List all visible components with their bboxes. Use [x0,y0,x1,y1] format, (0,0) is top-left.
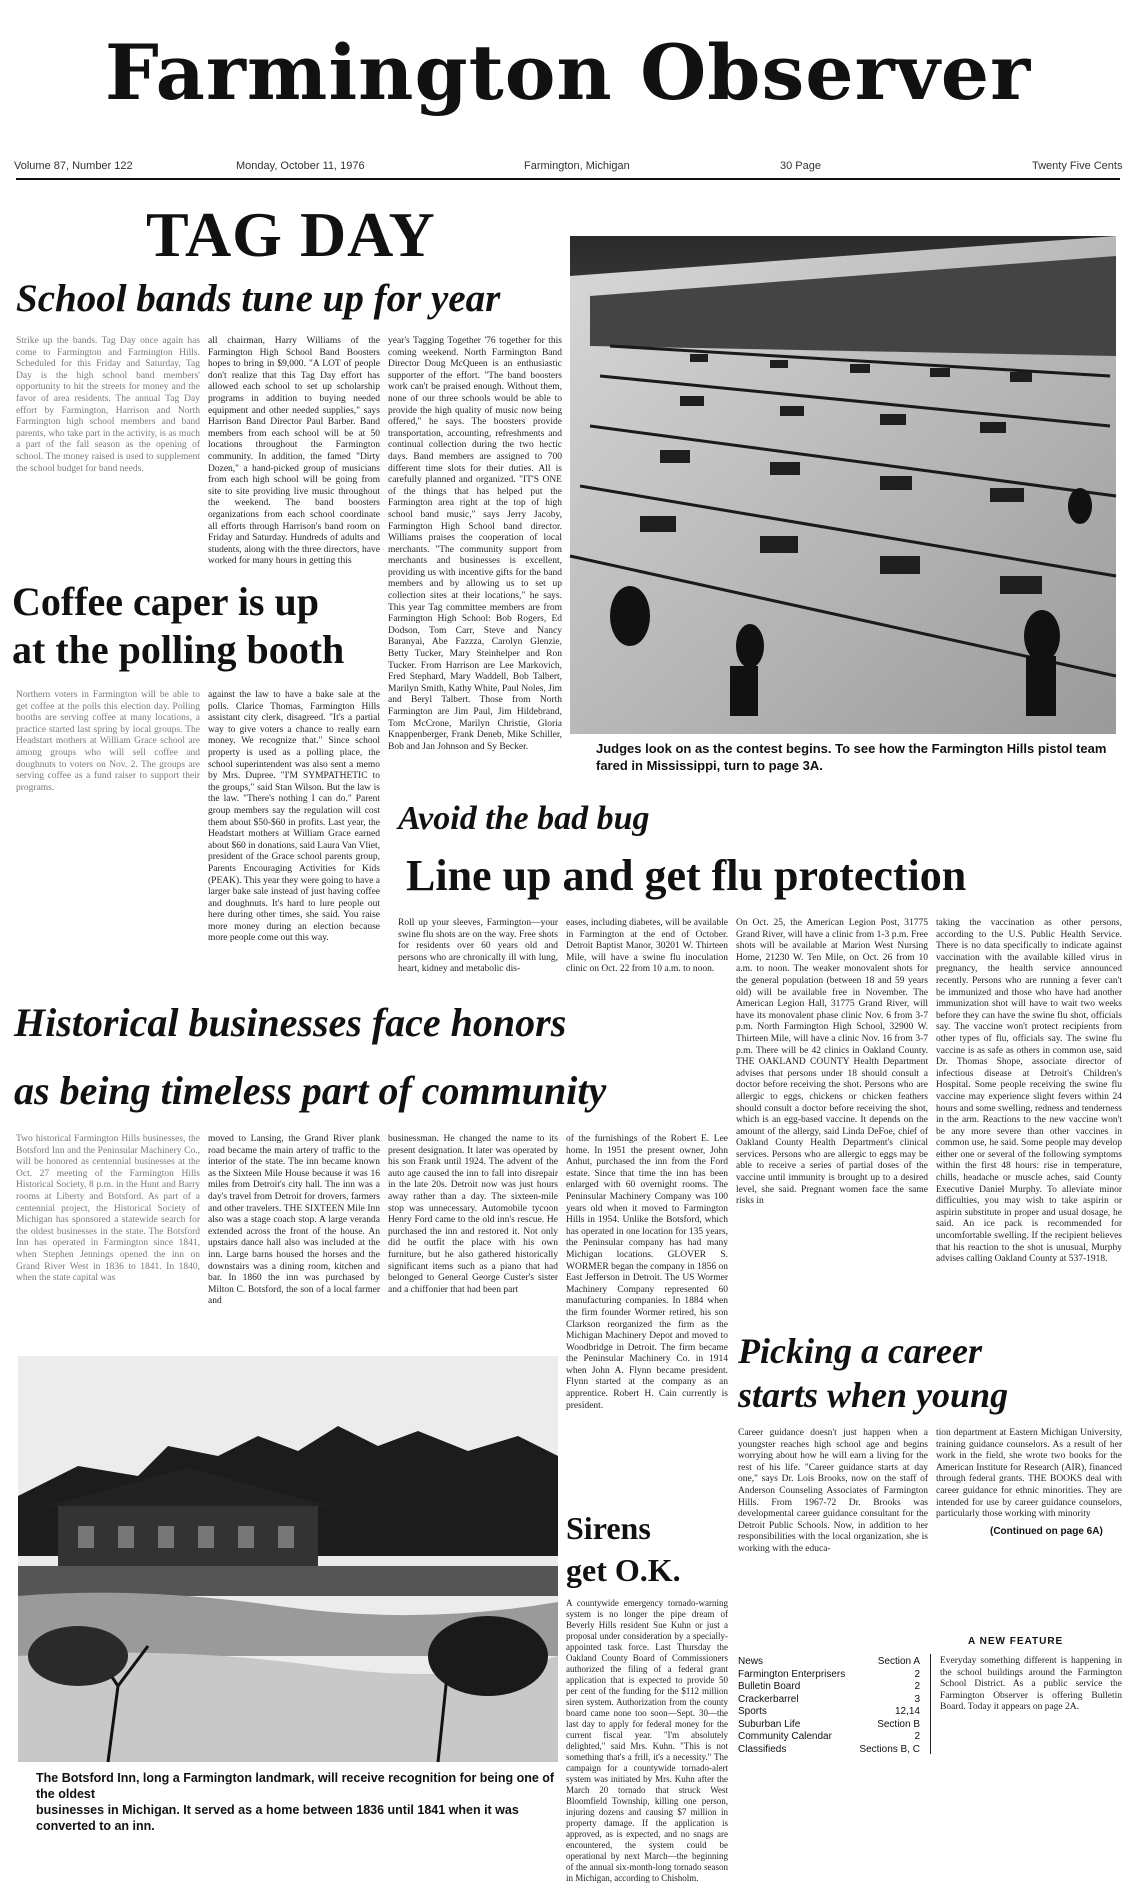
masthead-title: Farmington Observer [104,28,1032,117]
index-label: Bulletin Board [738,1681,801,1692]
career-headline-line1: Picking a career [738,1331,982,1371]
index-label: Crackerbarrel [738,1693,799,1705]
index-label: Sports [738,1706,767,1717]
flu-column-2: eases, including diabetes, will be available in Farmington at the end of October. Detroit Baptist Manor, 30201 W. Thirteen Mile, will have a swine flu inoculation clinic on Oct. 22 from 10 a.m. to noon. [566,918,728,975]
career-headline-line2: starts when young [738,1375,1009,1415]
coffee-headline-line2: at the polling booth [12,627,345,672]
tagday-column-2: all chairman, Harry Williams of the Farmington High School Band Boosters hopes to bring in $9,000. "A LOT of people don't realize that this Tag Day effort has allowed each school to set up scholarship programs in addition to buying needed equipment and other needed supplies," says Harrison Band Director Paul Barber. Band members from each school will be at 50 locations throughout the Farmington community. In addition, the famed "Dirty Dozen," a hand-picked group of musicians from each high school will be going from site to site providing live music throughout the weekend. The band boosters organizations from each school coordinate all efforts through Harrison's band room on Friday and Saturday. Hundreds of adults and students, along with the three directors, have worked for many hours in getting this [208,336,380,567]
issue-date: Monday, October 11, 1976 [236,160,365,172]
index-row [738,1681,924,1694]
pistol-contest-caption: Judges look on as the contest begins. To see how the Farmington Hills pistol team fared in Mississippi, turn to page 3A. [596,741,1107,773]
pistol-contest-photo [570,236,1116,734]
index-label: Suburban Life [738,1718,801,1730]
tagday-column-3: year's Tagging Together '76 together for this coming weekend. North Farmington Band Director Doug McQueen is an enthusiastic supporter of the effort. "The band boosters work can't be praised enough. Without them, none of our three schools would be able to provide the high quality of music now being offered," he says. The boosters provide transportation, accounting, refreshments and continual collection during the two hectic days. Band members are assigned to 700 different time slots for their duties. All is carefully planned and organized. "IT'S ONE of the things that has helped put the Farmington area right at the top of high school band music," says Jerry Jacoby, Farmington High School band director. Williams praises the cooperation of local merchants. "The community support from merchants and businesses is excellent, providing us with incentive gifts for the band members and by allowing us to set up collection sites at their locations," he says. This year Tag committee members are from Farmington High School: Bob Rogers, Ed Dodson, Tom Carr, Steve and Nancy Baranyai, Abe Fazzza, Carolyn Glenzie, Betty Tucker, Mary Steinhelper and Ron Tucker. From Harrison are Lee Markovich, Fred Stephard, Mary Waddell, Bob Talbert, Marilyn Smith, Kathy White, Paul Noles, Jim and Beryl Talbert. Those from North Farmington are Jim Paul, Jim Hildebrand, Tom McCrone, Marilyn Christie, Gloria Knappenberger, Frank Deneb, Mike Schiller, Bob and Jan Johnson and Sy Becker. [388,336,562,752]
feature-title: A NEW FEATURE [968,1636,1064,1647]
tagday-column-1: Strike up the bands. Tag Day once again has come to Farmington and Farmington Hills. Scheduled for this Friday and Saturday, Tag Day is the high school band members' opportunity to hit the streets for money and the favor of area residents. The annual Tag Day effort by Farmington, Harrison and North Farmington high school members and band parents, who take part in the activity, is as much a part of the fall season as the opening of school. The money raised is used to supplement the school budget for band needs. [16,336,200,474]
botsford-caption-line2: businesses in Michigan. It served as a home between 1836 until 1841 when it was converted to an inn. [36,1803,519,1833]
index-section: Section A [877,1656,920,1667]
index-label: News [738,1656,764,1667]
coffee-column-1: Northern voters in Farmington will be able to get coffee at the polls this election day. Polling booths are serving coffee at many locations, a practice started last spring by local groups. The Headstart mothers at William Grace school are among groups who will sell coffee and doughnuts to voters on Nov. 2. The groups are serving coffee as a fund raiser to support their programs. [16,690,200,793]
flu-kicker: Avoid the bad bug [398,800,650,837]
historical-headline-line2: as being timeless part of community [14,1068,607,1113]
index-row [738,1719,924,1732]
page-count: 30 Page [780,160,821,172]
career-continued: (Continued on page 6A) [990,1526,1103,1537]
index-row [738,1656,924,1669]
index-row [738,1669,924,1682]
botsford-inn-caption [36,1770,566,1834]
botsford-caption-line1: The Botsford Inn, long a Farmington landmark, will receive recognition for being one of the oldest [36,1771,555,1801]
tagday-subhead: School bands tune up for year [16,277,501,320]
index-section: 2 [914,1681,920,1692]
index-row [738,1706,924,1719]
coffee-headline-line1: Coffee caper is up [12,579,319,624]
flu-column-4: taking the vaccination as other persons, according to the U.S. Public Health Service. There is no data specifically to indicate against vaccination with the available killed virus in pregnancy, the health service announced recently. Persons who are running a fever can't be immunized and those who have had another immunization shot will have to wait two weeks before they can have the swine flu shot, officials say. The vaccine won't protect recipients from other types of flu, officials say. The swine flu vaccine is as safe as others in common use, said Dr. Thomas Shope, associate director of infectious disease at Detroit's Children's Hospital. Some people receiving the swine flu vaccine may experience slight fevers within 24 hours and some swelling, redness and tenderness in the arm. Reactions to the new vaccine won't be any more severe than other vaccines in common use, he said. Some people may develop either one or several of the following symptoms within the first 48 hours: rise in temperature, chills, headache or muscle aches, said County Executive Daniel Murphy. To alleviate minor difficulties, you may wish to take aspirin or aspirin substitute in proper and usual dosage, he said. An ice pack is recommended for uncomfortable swelling. If the recipient believes that his reaction to the shot is unusual, Murphy advises calling Oakland County at 537-1918. [936,918,1123,1265]
index-row [738,1744,924,1757]
botsford-inn-photo [18,1356,558,1762]
historical-headline-line1: Historical businesses face honors [14,1000,567,1045]
index-label: Classifieds [738,1743,787,1755]
volume-number: Volume 87, Number 122 [14,160,133,172]
index-table [738,1656,924,1756]
index-section: 12,14 [894,1706,920,1717]
historical-column-2: moved to Lansing, the Grand River plank road became the main artery of traffic to the interior of the state. The inn became known as the Sixteen Mile House because it was 16 miles from Detroit's city hall. The inn was a day's travel from Detroit for drovers, farmers and other travelers. THE SIXTEEN Mile Inn also was a stage coach stop. A large veranda extended across the front of the house. An upstairs dance hall also was included at the inn. Large barns housed the horses and the downstairs was a dining room, kitchen and bar. In 1860 the inn was purchased by Milton C. Botsford, the son of a local farmer and [208,1134,380,1307]
botsford-inn-photo-image [18,1356,558,1762]
index-label: Farmington Enterprisers [738,1668,846,1680]
section-index [738,1656,924,1756]
tagday-headline: TAG DAY [146,199,436,270]
historical-column-4: of the furnishings of the Robert E. Lee home. In 1951 the present owner, John Anhut, purchased the inn from the Ford estate. Since that time the inn has been enlarged with 60 overnight rooms. The Peninsular Machinery Company was 100 years old when it moved to Farmington Hills in 1954. Unlike the Botsford, which has operated in one location for 135 years, the Peninsular company has had many Michigan locations. GLOVER S. WORMER began the company in 1856 on East Jefferson in Detroit. The US Wormer Machinery Company represented 60 manufacturing companies. In 1884 when the firm founder Wormer retired, his son Clarkson reorganized the firm as the Michigan Machinery Depot and moved to Woodbridge in Detroit. The firm became the Peninsular Machinery Co. in 1914 when John A. Flynn became president. Flynn started at the company as an apprentice. Robert H. Cain currently is president. [566,1134,729,1411]
flu-headline: Line up and get flu protection [406,851,967,900]
flu-column-1: Roll up your sleeves, Farmington—your swine flu shots are on the way. Free shots for residents over 60 years old and persons who are chronically ill with lung, heart, kidney and metabolic dis- [398,918,558,975]
issue-price: Twenty Five Cents [1032,160,1123,172]
index-section: Sections B, C [859,1743,920,1755]
sirens-headline-line1: Sirens [566,1510,651,1546]
coffee-column-2: against the law to have a bake sale at the polls. Clarice Thomas, Farmington Hills assistant city clerk, disagreed. "It's a partial way to give voters a chance to really earn money. We recognize that." Since school property is used as a polling place, the school superintendent was also sent a memo by Mrs. Dupree. "I'M SYMPATHETIC to the groups," said Stan Wilson. But the law is the law. "There's nothing I can do." Parent group members say the regulation will cost them about $50-$60 in profits. Last year, the Headstart mothers at William Grace earned about $60 in donations, said Laura Van Vliet, president of the Grace school parents group, Parents Encouraging Activities for Kids (PEAK). This year they were going to have a larger bake sale instead of just having coffee and doughnuts. It's hard to lure people out here during other times, she said. You raise more money during an election because more people come out this way. [208,690,380,944]
index-section: Section B [877,1718,920,1730]
masthead-rule [16,178,1120,180]
dateline-place: Farmington, Michigan [524,160,630,172]
feature-body: Everyday something different is happening in the school buildings around the Farmington School District. As a public service the Farmington Observer is offering Bulletin Board. Today it appears on page 2A. [940,1656,1122,1713]
index-row [738,1731,924,1744]
historical-column-3: businessman. He changed the name to its present designation. It later was operated by his son Frank until 1924. The advent of the auto age caused the inn to fall into disrepair in the late 20s. Detroit now was just hours away rather than a day. The sixteen-mile stop was unnecessary. Automobile tycoon Henry Ford came to the old inn's rescue. He purchased the inn and restored it. Not only did he outfit the place with his own furniture, but he also gathered historically significant items such as a piano that had belonged to General George Custer's sister and a chiffonier that had been part [388,1134,558,1295]
index-section: 2 [914,1731,920,1742]
historical-column-1: Two historical Farmington Hills businesses, the Botsford Inn and the Peninsular Machinery Co., will be honored as centennial businesses at the Oct. 27 meeting of the Farmington Hills Historical Society, 8 p.m. in the Hunt and Barry rooms at Liberty and Botsford. As part of a centennial project, the Historical Society of Michigan has sponsored a statewide search for the oldest businesses in the state. The Botsford Inn has operated in Farmington since 1841, when Stephen Jennings opened the inn on Grand River West in 1836 to 1841. In 1840, when the state capital was [16,1134,200,1284]
pistol-contest-photo-image [570,236,1116,734]
sirens-headline-line2: get O.K. [566,1552,681,1588]
career-column-2: tion department at Eastern Michigan University, training guidance counselors. As a result of her work in the field, she wrote two books for the American Institute for Research (AIR), financed through federal grants. THE BOOKS deal with career guidance for ethnic minorities. They are intended for use by career guidance counselors, particularly those working with minority [936,1428,1122,1520]
index-row [738,1694,924,1707]
flu-column-3: On Oct. 25, the American Legion Post, 31775 Grand River, will have a clinic from 1-3 p.m. Free shots will be available at Marion West Nursing Home, 21230 W. Ten Mile, on Oct. 26 from 10 a.m. to noon. The weaker monovalent shots for the general population (between 18 and 59 years old) will be available free in November. The American Legion Hall, 31775 Grand River, will have its monovalent phase clinic Nov. 6 from 3-7 p.m. North Farmington High School, 32900 W. Thirteen Mile, will have a clinic Nov. 16 from 3-7 p.m. There will be 42 clinics in Oakland County. THE OAKLAND COUNTY Health Department advises that persons under 18 should consult a doctor before receiving the shot. Persons who are allergic to eggs, chickens or chicken feathers should consult a doctor before receiving the shot, which is an egg-based vaccine. It depends on the amount of the allergy, said Linda DeFoe, chief of Oakland County Health Department's clinical services. Persons who are allergic to eggs may be able to receive a series of partial doses of the vaccine until immunity is brought up to a desired level, she said. Pregnant women face the same risks in [736,918,928,1207]
index-section: 2 [914,1668,920,1680]
sirens-body: A countywide emergency tornado-warning system is no longer the pipe dream of Beverly Hills resident Sue Kuhn or just a proposal under consideration by a specially-appointed task force. Last Thursday the Oakland County Board of Commissioners authorized the filing of a federal grant application that is expected to provide 50 per cent of the funding for the $112 million siren system. Authorization from the county board came none too soon—Sept. 30—the last day to apply for federal money for the current fiscal year. "I'm absolutely delighted," said Mrs. Kuhn. "This is not something that's a frill, it's a necessity." The campaign for a countywide tornado-alert system was initiated by Mrs. Kuhn after the March 20 tornado that struck West Bloomfield Township, killing one person, injuring dozens and causing $7 million in property damage. If the application is approved, as is expected, and no snags are encountered, the system could be operational by next March—the beginning of the annual six-month-long tornado season in Michigan, according to Chisholm. [566,1598,728,1883]
index-divider [930,1654,931,1754]
index-label: Community Calendar [738,1731,832,1742]
index-section: 3 [914,1693,920,1705]
career-column-1: Career guidance doesn't just happen when a youngster reaches high school age and begins worrying about how he will earn a living for the rest of his life. "Career guidance starts at day one," says Dr. Lois Brooks, now on the staff of Anderson Counseling Associates of Farmington Hills. From 1967-72 Dr. Brooks was developmental career guidance consultant for the Detroit Public Schools. Now, in addition to her responsibilities with the local organization, she is working with the educa- [738,1428,928,1554]
